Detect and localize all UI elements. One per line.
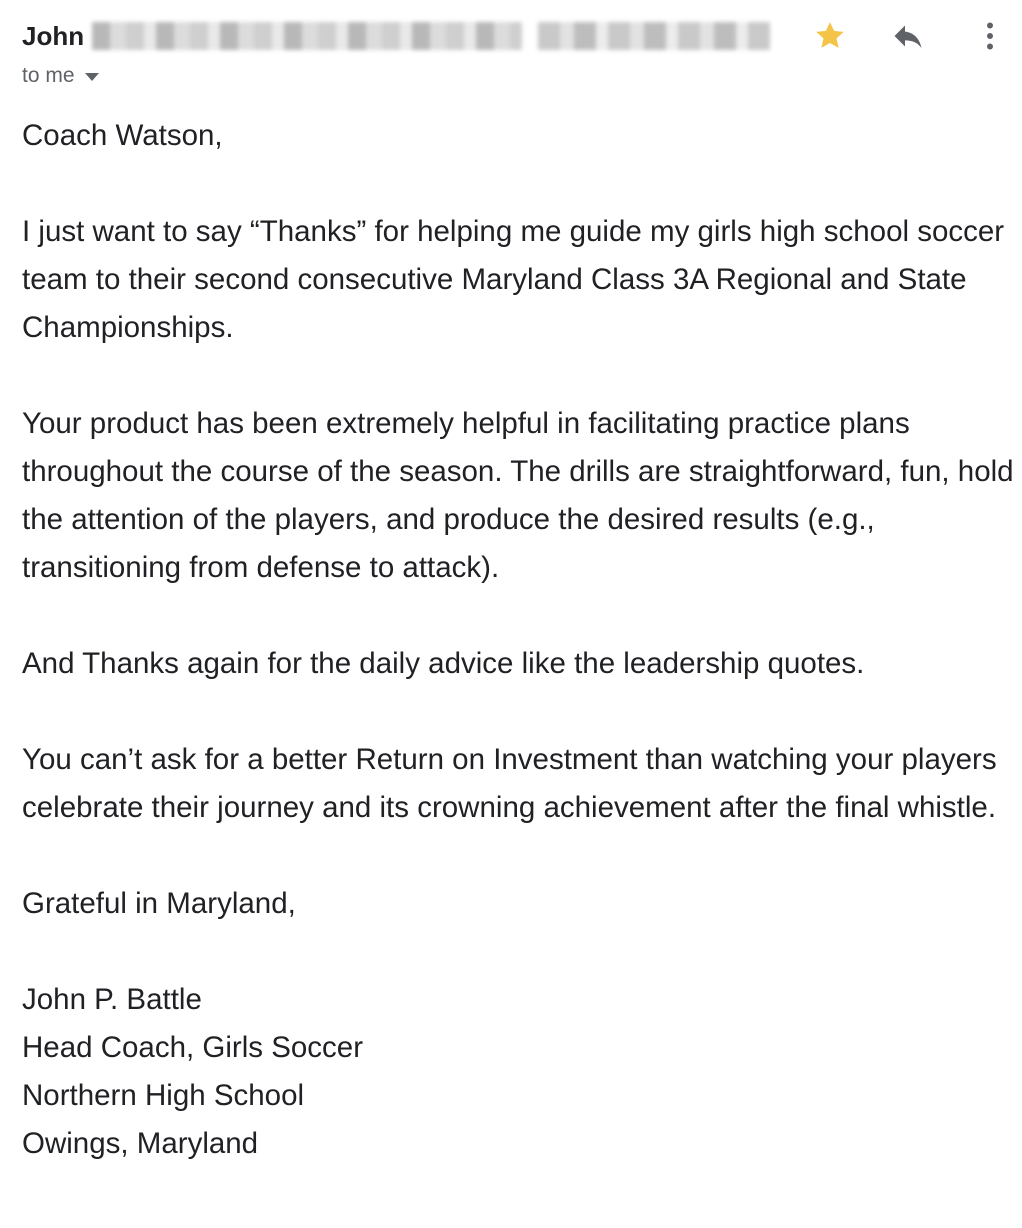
closing: Grateful in Maryland,: [22, 887, 296, 920]
more-options-button[interactable]: [970, 16, 1010, 56]
recipient-details-toggle[interactable]: [22, 62, 99, 90]
sender-name[interactable]: John: [22, 21, 85, 51]
recipient-label: to me: [22, 64, 75, 87]
star-button[interactable]: [810, 16, 850, 56]
signature-school: Northern High School: [22, 1079, 305, 1112]
more-vertical-icon: [972, 18, 1008, 54]
email-body: [22, 112, 1014, 1168]
paragraph: And Thanks again for the daily advice like the leadership quotes.: [22, 647, 865, 680]
signature-location: Owings, Maryland: [22, 1127, 259, 1160]
redacted-date: [538, 22, 770, 50]
paragraph: You can’t ask for a better Return on Investment than watching your players celebrate their journey and its crowning achievement after the final whistle.: [22, 743, 997, 824]
reply-icon: [890, 18, 926, 54]
paragraph: Your product has been extremely helpful in facilitating practice plans throughout the course of the season. The drills are straightforward, fun, hold the attention of the players, and produce the desired results (e.g., transitioning from defense to attack).: [22, 407, 1014, 584]
signature-title: Head Coach, Girls Soccer: [22, 1031, 364, 1064]
paragraph: I just want to say “Thanks” for helping me guide my girls high school soccer team to their second consecutive Maryland Class 3A Regional and State Championships.: [22, 215, 1005, 344]
email-header: [0, 0, 1022, 100]
redacted-sender-email: [92, 22, 522, 50]
star-icon: [813, 19, 847, 53]
signature-block: [22, 976, 1014, 1168]
signature-name: John P. Battle: [22, 983, 202, 1016]
greeting: Coach Watson,: [22, 119, 223, 152]
reply-button[interactable]: [888, 16, 928, 56]
caret-down-icon: [85, 73, 99, 81]
